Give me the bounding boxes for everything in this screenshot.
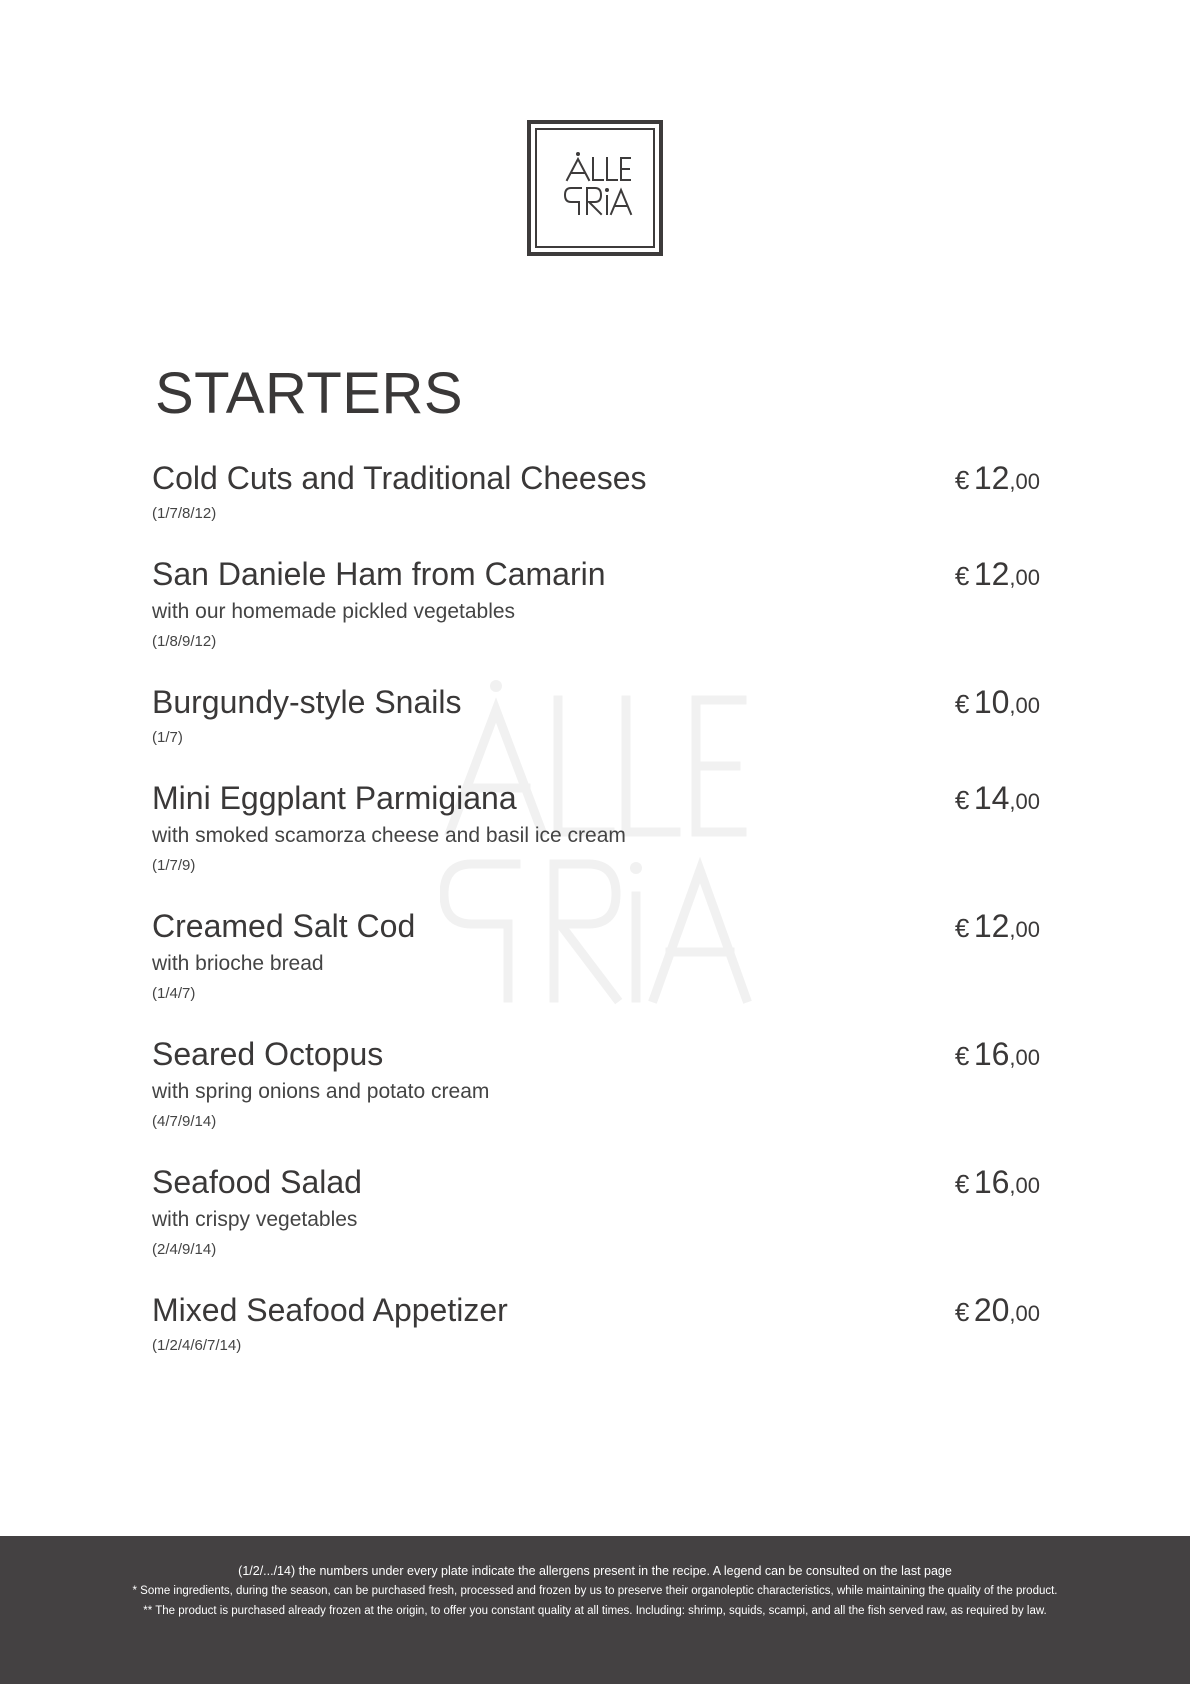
price-main: 16 <box>973 1036 1010 1072</box>
price-main: 16 <box>973 1164 1010 1200</box>
item-description: with brioche bread <box>152 952 324 975</box>
price-main: 12 <box>973 460 1010 496</box>
price-main: 10 <box>973 684 1010 720</box>
logo-monogram <box>531 124 659 252</box>
price-currency: € <box>954 1297 970 1327</box>
item-description: with spring onions and potato cream <box>152 1080 490 1103</box>
item-allergens: (4/7/9/14) <box>152 1113 217 1130</box>
item-description: with crispy vegetables <box>152 1208 358 1231</box>
item-price <box>955 684 1040 721</box>
price-currency: € <box>954 785 970 815</box>
item-price <box>955 780 1040 817</box>
item-price <box>955 460 1040 497</box>
item-allergens: (2/4/9/14) <box>152 1241 217 1258</box>
price-cents: ,00 <box>1009 1301 1040 1326</box>
item-allergens: (1/8/9/12) <box>152 633 217 650</box>
item-name: Creamed Salt Cod <box>152 908 416 944</box>
price-cents: ,00 <box>1009 469 1040 494</box>
footer-allergen-note: (1/2/.../14) the numbers under every plate indicate the allergens present in the recipe. A legend can be consulted on the last page <box>238 1564 952 1578</box>
price-currency: € <box>954 465 970 495</box>
price-cents: ,00 <box>1009 789 1040 814</box>
price-cents: ,00 <box>1009 1045 1040 1070</box>
item-allergens: (1/7/9) <box>152 857 196 874</box>
item-allergens: (1/2/4/6/7/14) <box>152 1337 242 1354</box>
footer-frozen-note: * Some ingredients, during the season, can be purchased fresh, processed and frozen by us to preserve their organoleptic characteristics, while maintaining the quality of the product. <box>132 1585 1058 1597</box>
footer-origin-note: ** The product is purchased already frozen at the origin, to offer you constant quality at all times. Including: shrimp, squids, scampi, and all the fish served raw, as required by law. <box>143 1605 1047 1617</box>
section-title: STARTERS <box>155 361 464 426</box>
price-currency: € <box>954 1169 970 1199</box>
item-price <box>955 1036 1040 1073</box>
item-description: with smoked scamorza cheese and basil ice cream <box>152 824 626 847</box>
menu-item <box>152 458 1040 524</box>
menu-item <box>152 554 1040 652</box>
item-description: with our homemade pickled vegetables <box>152 600 516 623</box>
item-name: Seafood Salad <box>152 1164 362 1200</box>
price-main: 14 <box>973 780 1010 816</box>
item-price <box>955 908 1040 945</box>
item-name: Seared Octopus <box>152 1036 384 1072</box>
price-currency: € <box>954 689 970 719</box>
item-name: Mini Eggplant Parmigiana <box>152 780 517 816</box>
allergen-footer <box>0 1536 1190 1684</box>
item-name: Mixed Seafood Appetizer <box>152 1292 508 1328</box>
menu-item <box>152 1034 1040 1132</box>
item-name: Cold Cuts and Traditional Cheeses <box>152 460 647 496</box>
item-name: Burgundy-style Snails <box>152 684 462 720</box>
item-allergens: (1/4/7) <box>152 985 196 1002</box>
menu-item <box>152 906 1040 1004</box>
price-cents: ,00 <box>1009 917 1040 942</box>
price-currency: € <box>954 561 970 591</box>
menu-item <box>152 1290 1040 1356</box>
price-main: 12 <box>973 556 1010 592</box>
item-price <box>955 1292 1040 1329</box>
price-main: 12 <box>973 908 1010 944</box>
price-cents: ,00 <box>1009 693 1040 718</box>
menu-item <box>152 1162 1040 1260</box>
item-price <box>955 1164 1040 1201</box>
menu-item <box>152 682 1040 748</box>
price-main: 20 <box>973 1292 1010 1328</box>
item-allergens: (1/7/8/12) <box>152 505 217 522</box>
item-allergens: (1/7) <box>152 729 183 746</box>
menu-item <box>152 778 1040 876</box>
price-cents: ,00 <box>1009 565 1040 590</box>
price-currency: € <box>954 913 970 943</box>
item-price <box>955 556 1040 593</box>
restaurant-logo <box>527 120 663 256</box>
price-currency: € <box>954 1041 970 1071</box>
price-cents: ,00 <box>1009 1173 1040 1198</box>
item-name: San Daniele Ham from Camarin <box>152 556 606 592</box>
